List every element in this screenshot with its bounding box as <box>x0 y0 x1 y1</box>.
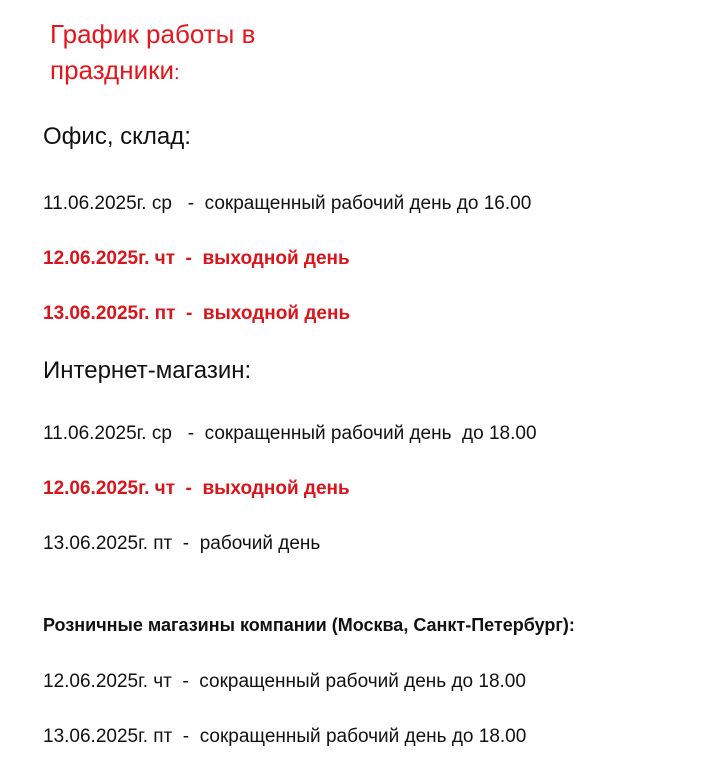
schedule-row-closed: 12.06.2025г. чт - выходной день <box>43 248 350 269</box>
schedule-row: 12.06.2025г. чт - сокращенный рабочий день до 18.00 <box>43 671 526 692</box>
schedule-row: 13.06.2025г. пт - рабочий день <box>43 533 321 554</box>
schedule-row: 11.06.2025г. ср - сокращенный рабочий день до 18.00 <box>43 423 537 444</box>
title-line-1: График работы в <box>50 19 256 49</box>
section-heading-retail-stores: Розничные магазины компании (Москва, Санкт-Петербург): <box>43 615 575 635</box>
schedule-row: 11.06.2025г. ср - сокращенный рабочий день до 16.00 <box>43 193 532 214</box>
title-line-2 <box>50 52 350 91</box>
title-colon: : <box>174 62 180 84</box>
title-line-2-text: праздники <box>50 55 175 85</box>
section-heading-online-store: Интернет-магазин: <box>43 357 252 384</box>
page-title <box>50 16 350 91</box>
schedule-row: 13.06.2025г. пт - сокращенный рабочий день до 18.00 <box>43 726 527 747</box>
schedule-row-closed: 12.06.2025г. чт - выходной день <box>43 478 350 499</box>
section-heading-office: Офис, склад: <box>43 123 191 150</box>
schedule-row-closed: 13.06.2025г. пт - выходной день <box>43 303 351 324</box>
